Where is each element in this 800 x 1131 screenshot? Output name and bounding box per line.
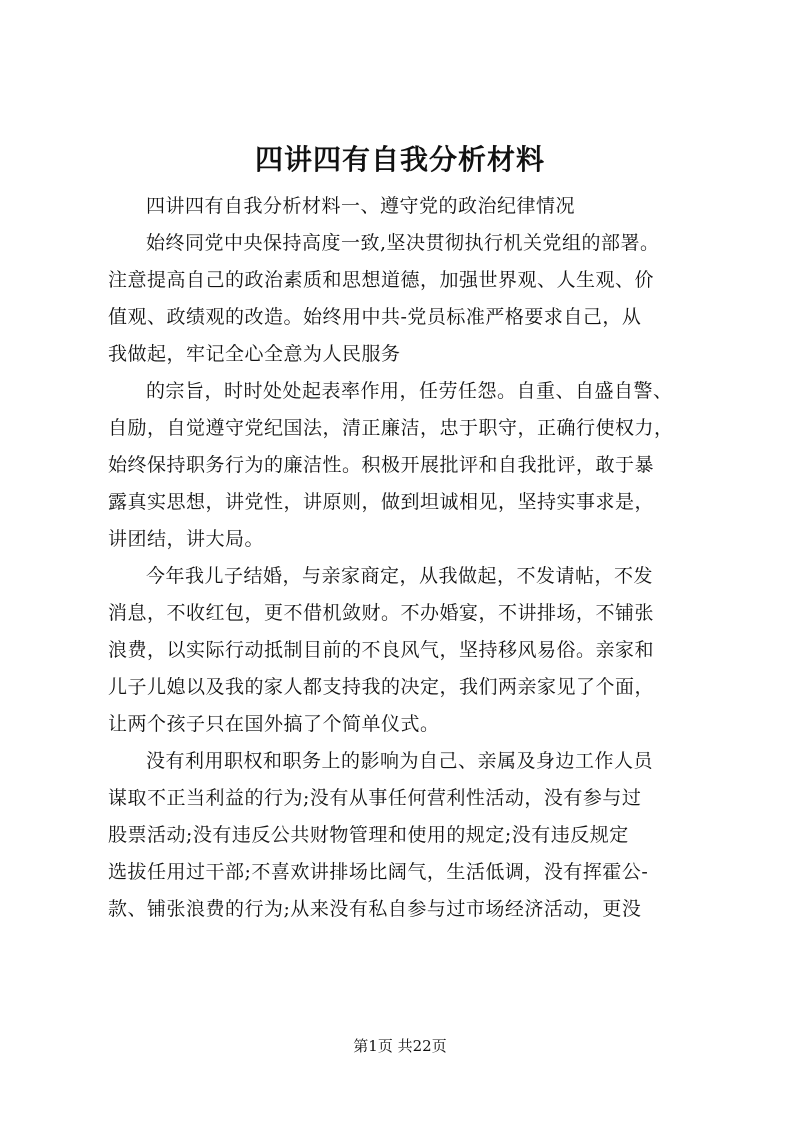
text-line: 儿子儿媳以及我的家人都支持我的决定，我们两亲家见了个面， <box>108 676 655 698</box>
text-line: 自励，自觉遵守党纪国法，清正廉洁，忠于职守，正确行使权力， <box>108 417 674 439</box>
page-footer: 第1页 共22页 <box>353 1037 447 1055</box>
text-line: 没有利用职权和职务上的影响为自己、亲属及身边工作人员 <box>146 750 654 772</box>
text-line: 款、铺张浪费的行为;从来没有私自参与过市场经济活动，更没 <box>108 898 642 920</box>
document-title: 四讲四有自我分析材料 <box>254 143 545 176</box>
text-line: 露真实思想，讲党性，讲原则，做到坦诚相见，坚持实事求是， <box>108 491 655 513</box>
text-line: 注意提高自己的政治素质和思想道德，加强世界观、人生观、价 <box>108 269 655 291</box>
text-line: 始终保持职务行为的廉洁性。积极开展批评和自我批评，敢于暴 <box>108 454 655 476</box>
text-line: 值观、政绩观的改造。始终用中共-党员标准严格要求自己，从 <box>108 306 642 328</box>
document-body <box>108 188 708 928</box>
text-line: 今年我儿子结婚，与亲家商定，从我做起，不发请帖，不发 <box>146 565 654 587</box>
text-line: 股票活动;没有违反公共财物管理和使用的规定;没有违反规定 <box>108 824 629 846</box>
text-line: 始终同党中央保持高度一致,坚决贯彻执行机关党组的部署。 <box>146 232 660 254</box>
text-line: 让两个孩子只在国外搞了个简单仪式。 <box>108 713 440 735</box>
text-line: 我做起，牢记全心全意为人民服务 <box>108 343 401 365</box>
text-line: 浪费，以实际行动抵制目前的不良风气，坚持移风易俗。亲家和 <box>108 639 655 661</box>
text-line: 讲团结，讲大局。 <box>108 528 265 550</box>
text-line: 四讲四有自我分析材料一、遵守党的政治纪律情况 <box>146 195 576 217</box>
text-line: 的宗旨，时时处处起表率作用，任劳任怨。自重、自盛自警、 <box>146 380 673 402</box>
text-line: 消息，不收红包，更不借机敛财。不办婚宴，不讲排场，不铺张 <box>108 602 655 624</box>
text-line: 谋取不正当利益的行为;没有从事任何营利性活动，没有参与过 <box>108 787 642 809</box>
text-line: 选拔任用过干部;不喜欢讲排场比阔气，生活低调，没有挥霍公- <box>108 861 649 883</box>
